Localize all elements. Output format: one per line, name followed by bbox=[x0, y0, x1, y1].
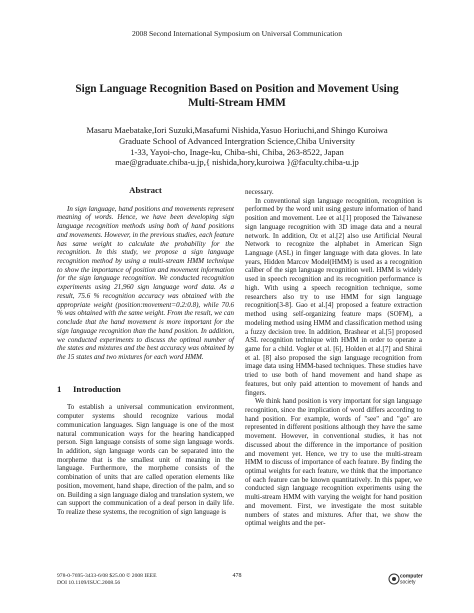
right-column bbox=[245, 188, 422, 528]
author-affiliation: Graduate School of Advanced Intergration Science,Chiba University bbox=[119, 135, 355, 146]
left-column bbox=[57, 186, 234, 517]
author-emails: mae@graduate.chiba-u.jp,{ nishida,hory,kuroiwa }@faculty.chiba-u.jp bbox=[115, 157, 359, 168]
body-paragraph-2: We think hand position is very important for sign language recognition, since the implication of word differs according to hand position. For example, words of "see" and "go" are represented in different positions although they have the same movement. However, in conventional studies, it has not discussed about the difference in the importance of position and movement yet. Hence, we try to use the multi-stream HMM to discuss of importance of each feature. By finding the optimal weights for each feature, we think that the importance of each feature can be known quantitatively. In this paper, we conducted sign language recognition experiments using the multi-stream HMM with varying the weight for hand position and movement. First, we investigate the most suitable numbers of states and mixtures. After that, we show the optimal weights and the per- bbox=[245, 397, 422, 528]
introduction-paragraph: To establish a universal communication environment, computer systems should recognize various modal communication languages. Sign language is one of the most natural communication ways for the hearing handicapped person. Sign language consists of some sign language words. In addition, sign language words can be separated into the morpheme that is the smallest unit of meaning in the language. Furthermore, the morpheme consists of the combination of units that are called operation elements like position, movement, hand shape, direction of the palm, and so on. Building a sign language dialog and translation system, we can support the communication of a deaf person in daily life. To realize these systems, the recognition of sign language is bbox=[57, 403, 234, 516]
section-title: Introduction bbox=[73, 383, 121, 394]
continuation-text: necessary. bbox=[245, 188, 274, 196]
title-line-1: Sign Language Recognition Based on Position and Movement Using bbox=[75, 83, 399, 95]
paper-title bbox=[60, 82, 414, 110]
logo-text-line-2: society bbox=[400, 579, 416, 586]
title-line-2: Multi-Stream HMM bbox=[188, 97, 286, 109]
footer-doi: DOI 10.1109/ISUC.2008.56 bbox=[57, 580, 121, 587]
conference-header: 2008 Second International Symposium on Universal Communication bbox=[131, 29, 343, 38]
author-names: Masaru Maebatake,Iori Suzuki,Masafumi Nishida,Yasuo Horiuchi,and Shingo Kuroiwa bbox=[86, 125, 388, 135]
body-paragraph-1: In conventional sign language recognition, recognition is performed by the word unit using gesture information of hand position and movement. Lee et al.[1] proposed the Taiwanese sign language recognition with 3D image data and a neural network. In addition, Oz et al.[2] also use Artificial Neural Network to recognize the alphabet in American Sign Language (ASL) in finger language with data gloves. In late years, Hidden Marcov Model(HMM) is used as a recognition caliber of the sign language recognition well. HMM is widely used in speech recognition and its recognition performance is high. With using a speech recognition technique, some researchers also try to use HMM for sign language recognition[3-8]. Gao et al.[4] proposed a feature extraction method using self-organizing feature maps (SOFM), a modeling method using HMM and classification method using a fuzzy decision tree. In addition, Brashear et al.[5] proposed ASL recognition technique with HMM in order to operate a game for a child. Vogler et al. [6], Holden et al.[7] and Shirai et al. [8] also proposed the sign language recognition from image data using HMM-based techniques. These studies have tried to use both of hand movement and hand shape as features, but only paid attention to movement of hands and fingers. bbox=[245, 196, 422, 397]
page-number: 478 bbox=[232, 573, 242, 579]
ieee-computer-society-logo-icon bbox=[388, 570, 424, 588]
section-number: 1 bbox=[57, 383, 62, 394]
logo-text-line-1: computer bbox=[400, 573, 423, 580]
footer-isbn: 978-0-7695-3433-6/08 $25.00 © 2008 IEEE bbox=[57, 573, 157, 579]
author-address: 1-33, Yayoi-cho, Inage-ku, Chiba-shi, Chiba, 263-8522, Japan bbox=[130, 146, 344, 157]
abstract-heading: Abstract bbox=[129, 185, 162, 195]
section-heading-introduction bbox=[57, 385, 234, 394]
author-block bbox=[40, 125, 434, 168]
abstract-text: In sign language, hand positions and movements represent meaning of words. Hence, we have been developing sign language recognition methods using both of hand positions and movements. However, in the previous studies, each feature has same weight to calculate the probability for the recognition. In this study, we propose a sign language recognition method by using a multi-stream HMM technique to show the importance of position and movement information for the sign language recognition. We conducted recognition experiments using 21,960 sign language word data. As a result, 75.6 % recognition accuracy was obtained with the appropriate weight (position:movement=0.2:0.8), while 70.6 % was obtained with the same weight. From the result, we can conclude that the hand movement is more important for the sign language recognition than the hand position. In addition, we conducted experiments to discuss the optimal number of the states and mixtures and the best accuracy was obtained by the 15 states and two mixtures for each word HMM. bbox=[57, 204, 234, 361]
